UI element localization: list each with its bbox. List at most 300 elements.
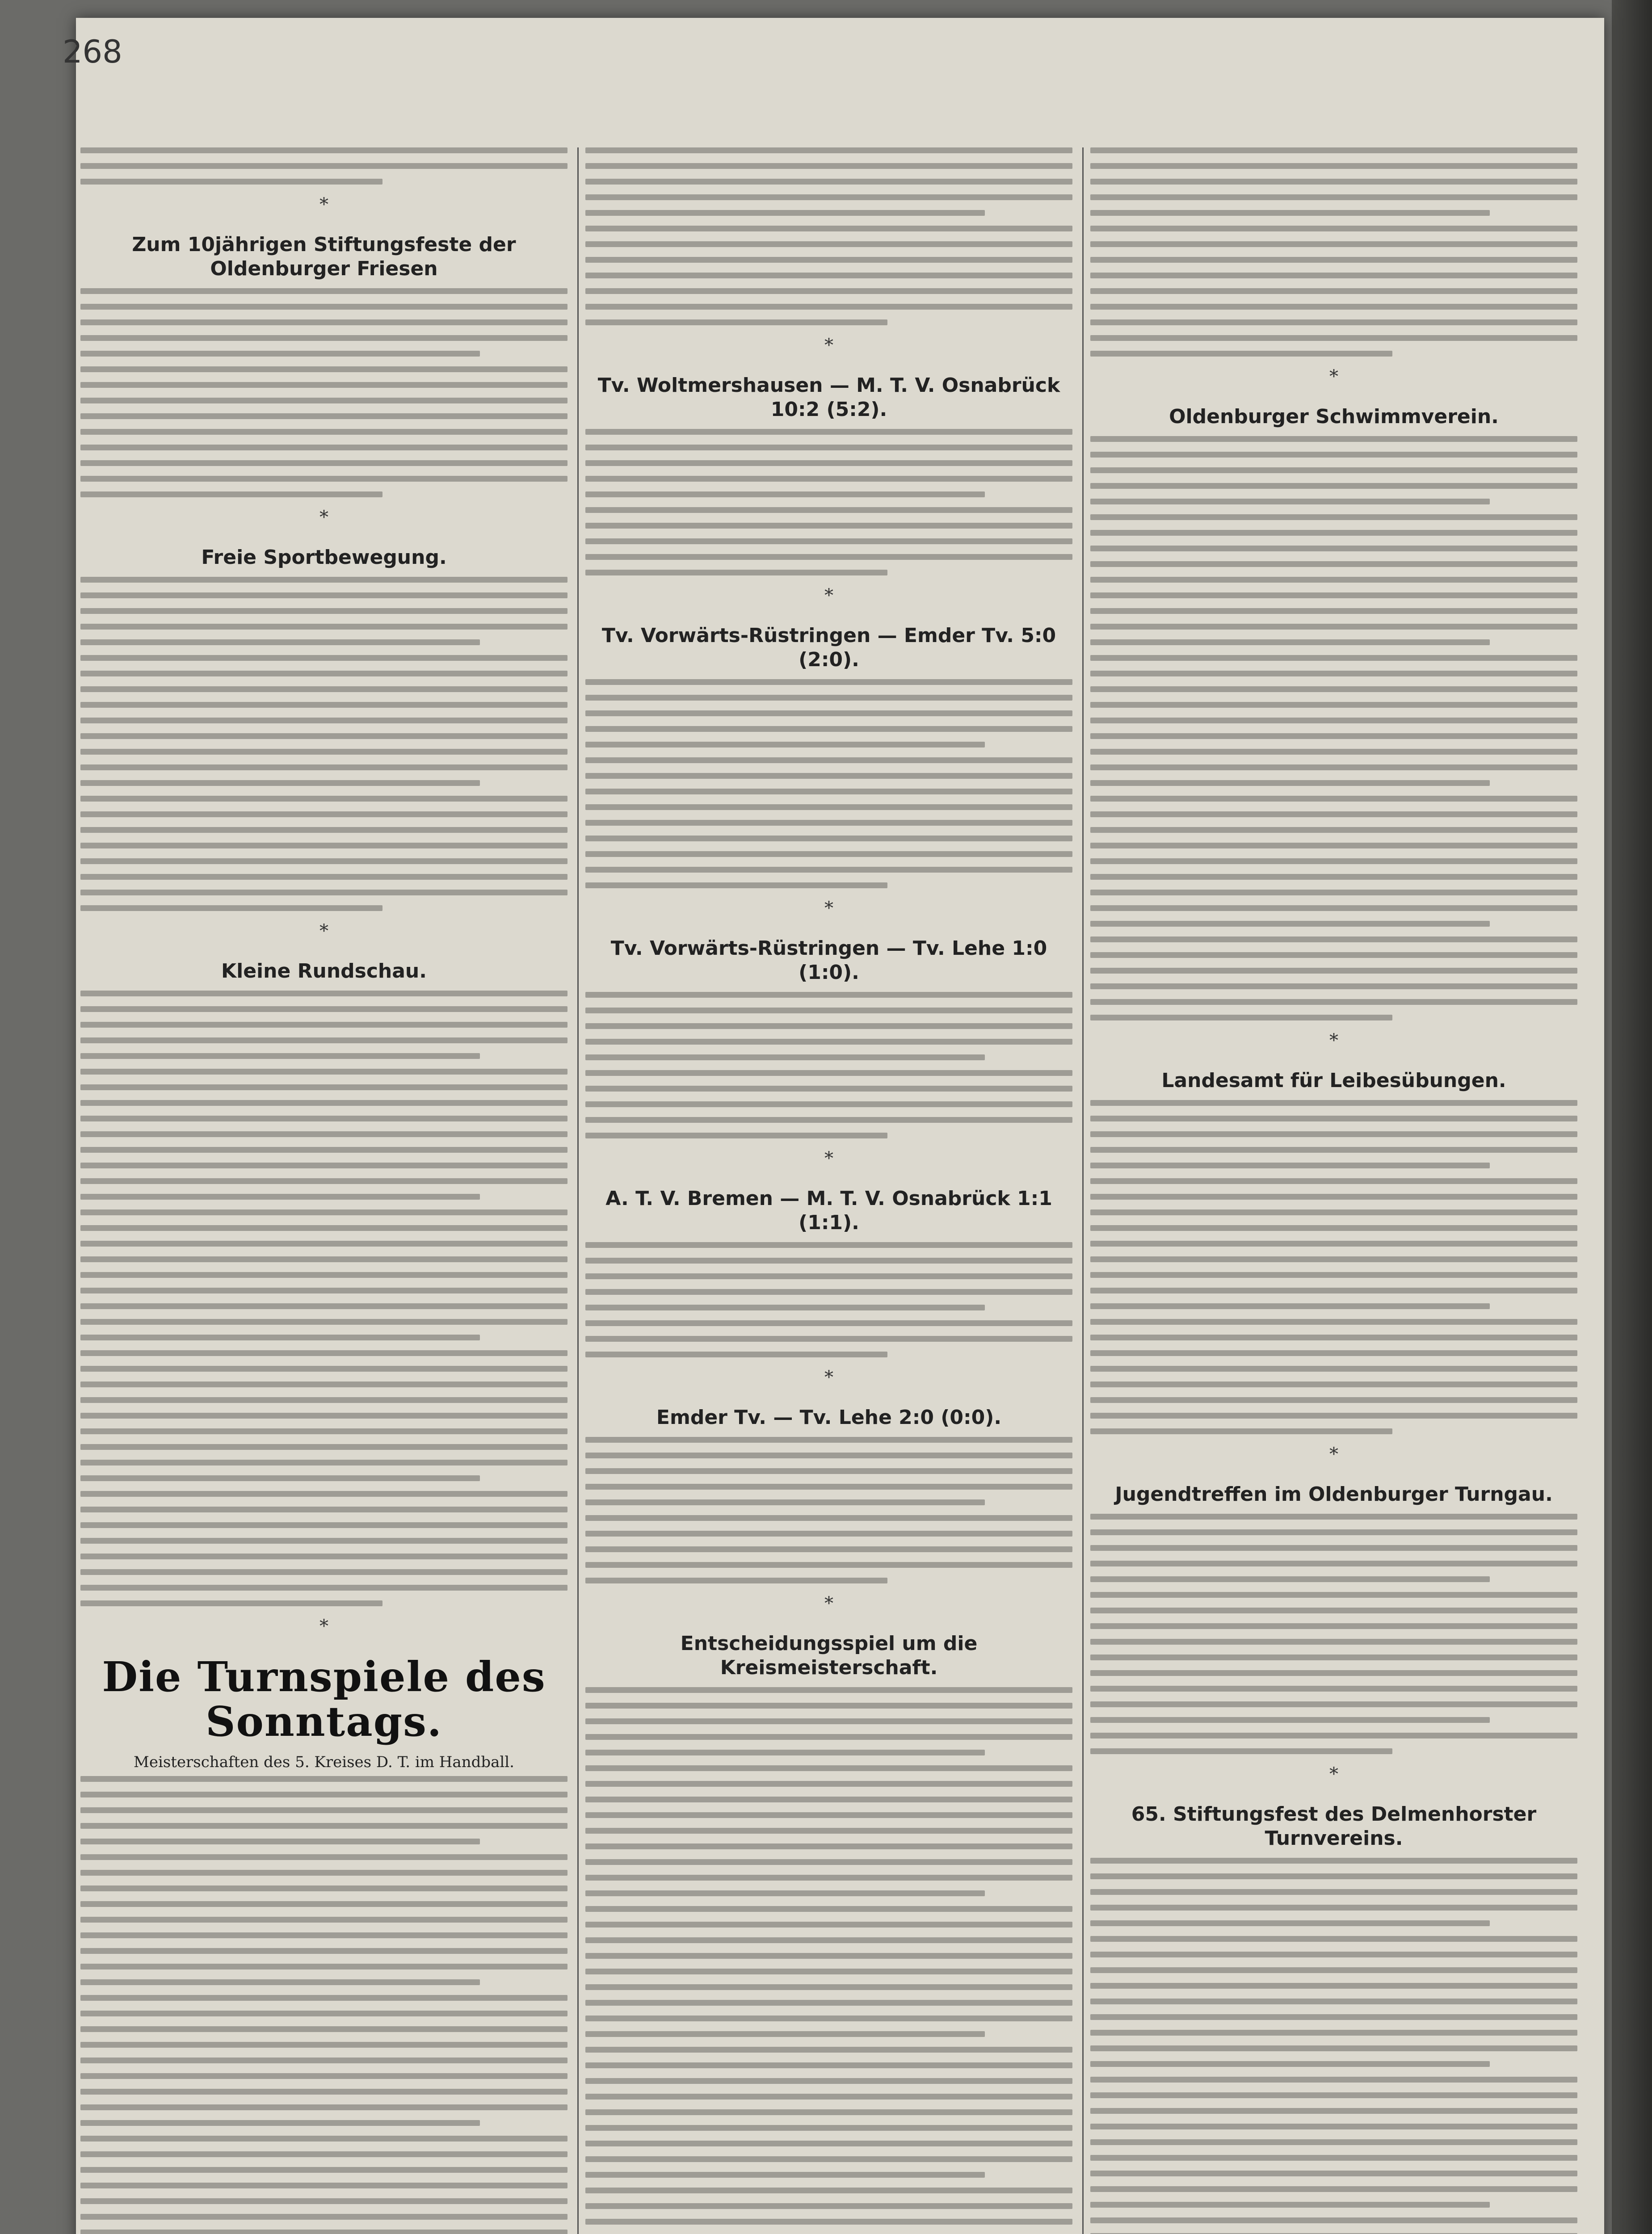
text-line (1090, 1241, 1577, 1247)
text-line (585, 1734, 1072, 1740)
text-line (585, 460, 1072, 466)
text-line (80, 491, 383, 497)
text-line (585, 679, 1072, 685)
article-subheadline: Meisterschaften des 5. Kreises D. T. im Handball. (134, 1753, 514, 1771)
text-line (80, 1460, 567, 1466)
text-line (585, 241, 1072, 247)
text-line (1090, 1272, 1577, 1278)
text-line (585, 1499, 985, 1505)
text-line (1090, 2139, 1577, 2145)
text-line (1090, 335, 1577, 341)
text-line (1090, 1116, 1577, 1121)
text-line (80, 460, 567, 466)
text-line (80, 1979, 480, 1985)
text-line (80, 1225, 567, 1231)
text-line (1090, 273, 1577, 278)
text-line (585, 1008, 1072, 1013)
text-line (585, 1468, 1072, 1474)
text-line (1090, 811, 1577, 817)
text-line (585, 2156, 1072, 2162)
text-line (1090, 483, 1577, 489)
text-line (585, 2078, 1072, 2084)
text-line (585, 570, 887, 575)
article-body-text (1090, 1858, 1577, 2234)
text-line (585, 1828, 1072, 1834)
text-line (585, 1437, 1072, 1443)
text-line (80, 304, 567, 310)
article (80, 233, 567, 528)
article (80, 147, 567, 215)
text-line (1090, 1999, 1577, 2004)
separator-asterisk: * (1329, 1030, 1338, 1051)
text-line (1090, 1936, 1577, 1942)
separator-asterisk: * (824, 1148, 833, 1169)
text-line (1090, 319, 1577, 325)
separator-asterisk: * (824, 585, 833, 606)
text-line (1090, 2186, 1577, 2192)
column-rule (577, 147, 579, 2234)
text-line (1090, 1608, 1577, 1613)
text-line (80, 1209, 567, 1215)
text-line (1090, 655, 1577, 661)
text-line (1090, 2030, 1577, 2036)
text-line (1090, 288, 1577, 294)
text-line (585, 1101, 1072, 1107)
text-line (80, 445, 567, 450)
article (585, 147, 1072, 356)
text-line (80, 1288, 567, 1293)
text-line (585, 273, 1072, 278)
text-line (80, 577, 567, 583)
article-headline: 65. Stiftungsfest des Delmenhorster Turnvereins. (1131, 1803, 1537, 1850)
text-line (1090, 163, 1577, 169)
text-line (80, 2089, 567, 2095)
text-line (80, 1522, 567, 1528)
text-line (80, 1366, 567, 1372)
text-line (585, 257, 1072, 263)
text-line (1090, 1655, 1577, 1660)
text-line (1090, 1592, 1577, 1598)
text-line (80, 624, 567, 630)
text-line (80, 413, 567, 419)
text-line (80, 702, 567, 708)
text-line (1090, 1319, 1577, 1325)
text-line (1090, 1163, 1490, 1168)
text-line (1090, 671, 1577, 676)
text-line (1090, 436, 1577, 442)
article (1090, 1482, 1577, 1785)
text-line (80, 991, 567, 996)
text-line (80, 858, 567, 864)
text-line (1090, 1670, 1577, 1676)
text-line (1090, 639, 1490, 645)
text-line (585, 1258, 1072, 1264)
text-line (1090, 304, 1577, 310)
separator-asterisk: * (824, 335, 833, 356)
text-line (1090, 686, 1577, 692)
text-line (80, 2120, 480, 2126)
text-line (1090, 796, 1577, 802)
article-headline: Jugendtreffen im Oldenburger Turngau. (1115, 1483, 1553, 1506)
text-line (1090, 1561, 1577, 1566)
text-line (80, 1428, 567, 1434)
text-line (585, 836, 1072, 841)
text-line (1090, 1194, 1577, 1200)
text-line (585, 1984, 1072, 1990)
text-line (585, 1023, 1072, 1029)
article (585, 374, 1072, 606)
text-line (585, 1562, 1072, 1568)
text-line (585, 491, 985, 497)
text-line (1090, 1748, 1392, 1754)
text-line (1090, 2045, 1577, 2051)
text-line (585, 1953, 1072, 1959)
text-line (585, 1703, 1072, 1709)
text-line (80, 1995, 567, 2001)
article-body-text (585, 147, 1072, 325)
text-line (1090, 1350, 1577, 1356)
text-line (585, 2000, 1072, 2006)
text-line (585, 1070, 1072, 1076)
text-line (585, 2016, 1072, 2021)
text-line (1090, 561, 1577, 567)
text-line (80, 811, 567, 817)
text-line (80, 1554, 567, 1559)
text-line (80, 1116, 567, 1121)
text-line (1090, 530, 1577, 536)
text-line (80, 1069, 567, 1075)
article-body-text (1090, 436, 1577, 1020)
text-line (80, 796, 567, 802)
text-line (585, 226, 1072, 231)
text-line (80, 1507, 567, 1512)
article-body-text (585, 1437, 1072, 1583)
text-line (585, 1969, 1072, 1974)
text-line (1090, 1514, 1577, 1520)
text-line (585, 288, 1072, 294)
text-line (585, 867, 1072, 873)
article-body-text (585, 679, 1072, 888)
text-line (585, 1859, 1072, 1865)
text-line (80, 351, 480, 357)
text-line (80, 1256, 567, 1262)
text-line (80, 2136, 567, 2142)
text-line (80, 1885, 567, 1891)
text-line (80, 335, 567, 341)
text-line (585, 773, 1072, 779)
text-line (1090, 1366, 1577, 1372)
text-line (1090, 577, 1577, 583)
text-line (80, 749, 567, 755)
text-line (1090, 1545, 1577, 1551)
text-line (585, 194, 1072, 200)
text-line (585, 820, 1072, 826)
text-line (80, 2214, 567, 2220)
text-line (80, 179, 383, 185)
text-line (1090, 874, 1577, 880)
text-line (585, 179, 1072, 185)
column-2 (585, 147, 1072, 2234)
text-line (80, 1917, 567, 1923)
text-line (80, 671, 567, 676)
article-body-text (80, 147, 567, 185)
text-line (1090, 1623, 1577, 1629)
text-line (80, 1084, 567, 1090)
text-line (80, 163, 567, 169)
text-line (1090, 546, 1577, 551)
text-line (1090, 2155, 1577, 2161)
text-line (80, 2183, 567, 2188)
text-line (1090, 147, 1577, 153)
text-line (585, 1890, 985, 1896)
separator-asterisk: * (319, 507, 328, 528)
article-body-text (585, 429, 1072, 575)
text-line (1090, 2092, 1577, 2098)
article-headline: Kleine Rundschau. (221, 960, 427, 983)
text-line (585, 2109, 1072, 2115)
text-line (1090, 1131, 1577, 1137)
text-line (80, 780, 480, 786)
text-line (1090, 1733, 1577, 1738)
text-line (80, 1491, 567, 1497)
text-line (80, 2230, 567, 2234)
article (585, 624, 1072, 919)
article-body-text (1090, 1100, 1577, 1434)
article-body-text (1090, 147, 1577, 357)
text-line (1090, 1889, 1577, 1895)
text-line (80, 2104, 567, 2110)
text-line (585, 1352, 887, 1357)
text-line (1090, 608, 1577, 614)
text-line (1090, 1303, 1490, 1309)
article (80, 546, 567, 941)
article-headline: Oldenburger Schwimmverein. (1169, 405, 1499, 428)
text-line (585, 304, 1072, 310)
text-line (585, 476, 1072, 482)
text-line (585, 992, 1072, 998)
text-line (80, 319, 567, 325)
text-line (585, 1781, 1072, 1787)
article (585, 1406, 1072, 1614)
text-line (80, 905, 383, 911)
text-line (585, 1320, 1072, 1326)
text-line (585, 1797, 1072, 1802)
separator-asterisk: * (824, 1367, 833, 1388)
text-line (1090, 718, 1577, 723)
text-line (80, 2167, 567, 2173)
text-line (80, 764, 567, 770)
text-line (585, 1039, 1072, 1045)
article-headline: Landesamt für Leibesübungen. (1161, 1069, 1506, 1092)
text-line (585, 2125, 1072, 2131)
text-line (585, 2172, 985, 2178)
text-line (585, 882, 887, 888)
text-line (585, 1718, 1072, 1724)
column-1 (80, 147, 567, 2234)
text-line (80, 1194, 480, 1200)
text-line (80, 639, 480, 645)
text-line (1090, 1413, 1577, 1419)
text-line (1090, 749, 1577, 755)
text-line (80, 1792, 567, 1797)
text-line (80, 1178, 567, 1184)
text-line (1090, 467, 1577, 473)
text-line (80, 2058, 567, 2063)
text-line (585, 1875, 1072, 1881)
text-line (80, 1585, 567, 1591)
text-line (80, 476, 567, 482)
text-line (585, 757, 1072, 763)
article-body-text (80, 577, 567, 911)
text-line (1090, 1905, 1577, 1911)
text-line (585, 507, 1072, 513)
article (1090, 1069, 1577, 1465)
text-line (585, 538, 1072, 544)
text-line (80, 1776, 567, 1782)
article-body-text (585, 1242, 1072, 1357)
text-line (1090, 1952, 1577, 1957)
article-headline: Tv. Vorwärts-Rüstringen — Tv. Lehe 1:0 (1:0). (610, 937, 1047, 984)
article (585, 1187, 1072, 1388)
text-line (80, 2198, 567, 2204)
text-line (1090, 194, 1577, 200)
article-headline: A. T. V. Bremen — M. T. V. Osnabrück 1:1 (1:1). (605, 1187, 1052, 1234)
article-body-text (585, 1687, 1072, 2234)
text-line (585, 726, 1072, 732)
text-line (80, 1600, 383, 1606)
text-line (585, 695, 1072, 701)
text-line (585, 2203, 1072, 2209)
text-line (1090, 1858, 1577, 1864)
text-line (80, 608, 567, 614)
text-line (80, 1932, 567, 1938)
text-line (80, 1807, 567, 1813)
text-line (80, 2073, 567, 2079)
text-line (80, 1901, 567, 1907)
article-headline: Freie Sportbewegung. (201, 546, 447, 569)
separator-asterisk: * (1329, 366, 1338, 387)
article (1090, 147, 1577, 387)
text-line (585, 2188, 1072, 2193)
text-line (1090, 843, 1577, 848)
text-line (1090, 999, 1577, 1005)
text-line (1090, 1288, 1577, 1293)
text-line (80, 1006, 567, 1012)
text-line (80, 2011, 567, 2016)
article-headline: Tv. Vorwärts-Rüstringen — Emder Tv. 5:0 (2:0). (601, 624, 1056, 671)
text-line (585, 319, 887, 325)
text-line (80, 147, 567, 153)
text-line (1090, 1382, 1577, 1387)
text-line (585, 2062, 1072, 2068)
text-line (80, 2042, 567, 2048)
text-line (1090, 1225, 1577, 1231)
text-line (585, 1515, 1072, 1521)
article (80, 1655, 567, 2234)
text-line (1090, 1256, 1577, 1262)
article-headline: Entscheidungsspiel um die Kreismeisterschaft. (680, 1632, 978, 1679)
article (80, 959, 567, 1637)
text-line (585, 147, 1072, 153)
separator-asterisk: * (319, 921, 328, 941)
text-line (1090, 1639, 1577, 1645)
text-line (80, 686, 567, 692)
text-line (1090, 2171, 1577, 2176)
text-line (80, 1131, 567, 1137)
article-body-text (1090, 1514, 1577, 1754)
separator-asterisk: * (1329, 1764, 1338, 1785)
text-line (585, 2031, 985, 2037)
text-line (1090, 226, 1577, 231)
text-line (585, 445, 1072, 450)
text-line (80, 1100, 567, 1106)
text-line (585, 1578, 887, 1583)
text-line (1090, 624, 1577, 630)
text-line (1090, 983, 1577, 989)
text-line (80, 1147, 567, 1153)
text-line (80, 429, 567, 435)
text-line (1090, 1920, 1490, 1926)
text-line (585, 1531, 1072, 1537)
text-line (585, 1765, 1072, 1771)
text-line (80, 890, 567, 895)
text-line (1090, 968, 1577, 974)
text-line (585, 742, 985, 747)
text-line (80, 874, 567, 880)
text-line (1090, 733, 1577, 739)
article-headline: Emder Tv. — Tv. Lehe 2:0 (0:0). (656, 1406, 1002, 1429)
text-line (80, 1022, 567, 1028)
text-line (585, 1812, 1072, 1818)
text-line (585, 1289, 1072, 1295)
text-line (80, 1413, 567, 1419)
text-line (80, 398, 567, 403)
text-line (1090, 257, 1577, 263)
text-line (585, 1687, 1072, 1693)
article-headline: Die Turnspiele des Sonntags. (102, 1653, 546, 1746)
text-line (1090, 2124, 1577, 2129)
text-line (585, 1086, 1072, 1092)
text-line (80, 1538, 567, 1544)
column-3 (1090, 147, 1577, 2234)
article-body-text (80, 288, 567, 497)
text-line (585, 210, 985, 216)
text-line (1090, 858, 1577, 864)
text-line (80, 733, 567, 739)
text-line (80, 1037, 567, 1043)
text-line (1090, 936, 1577, 942)
text-line (585, 1546, 1072, 1552)
text-line (1090, 592, 1577, 598)
text-line (585, 1133, 887, 1138)
text-line (585, 1242, 1072, 1248)
text-line (80, 288, 567, 294)
text-line (80, 1569, 567, 1575)
text-line (585, 1843, 1072, 1849)
text-line (1090, 764, 1577, 770)
text-line (1090, 1100, 1577, 1106)
text-line (80, 1964, 567, 1969)
text-line (1090, 780, 1490, 786)
text-line (80, 1335, 480, 1340)
text-line (585, 851, 1072, 857)
text-line (1090, 702, 1577, 708)
text-line (585, 1922, 1072, 1927)
text-line (1090, 1873, 1577, 1879)
text-line (80, 827, 567, 833)
text-line (1090, 827, 1577, 833)
text-line (1090, 1147, 1577, 1153)
